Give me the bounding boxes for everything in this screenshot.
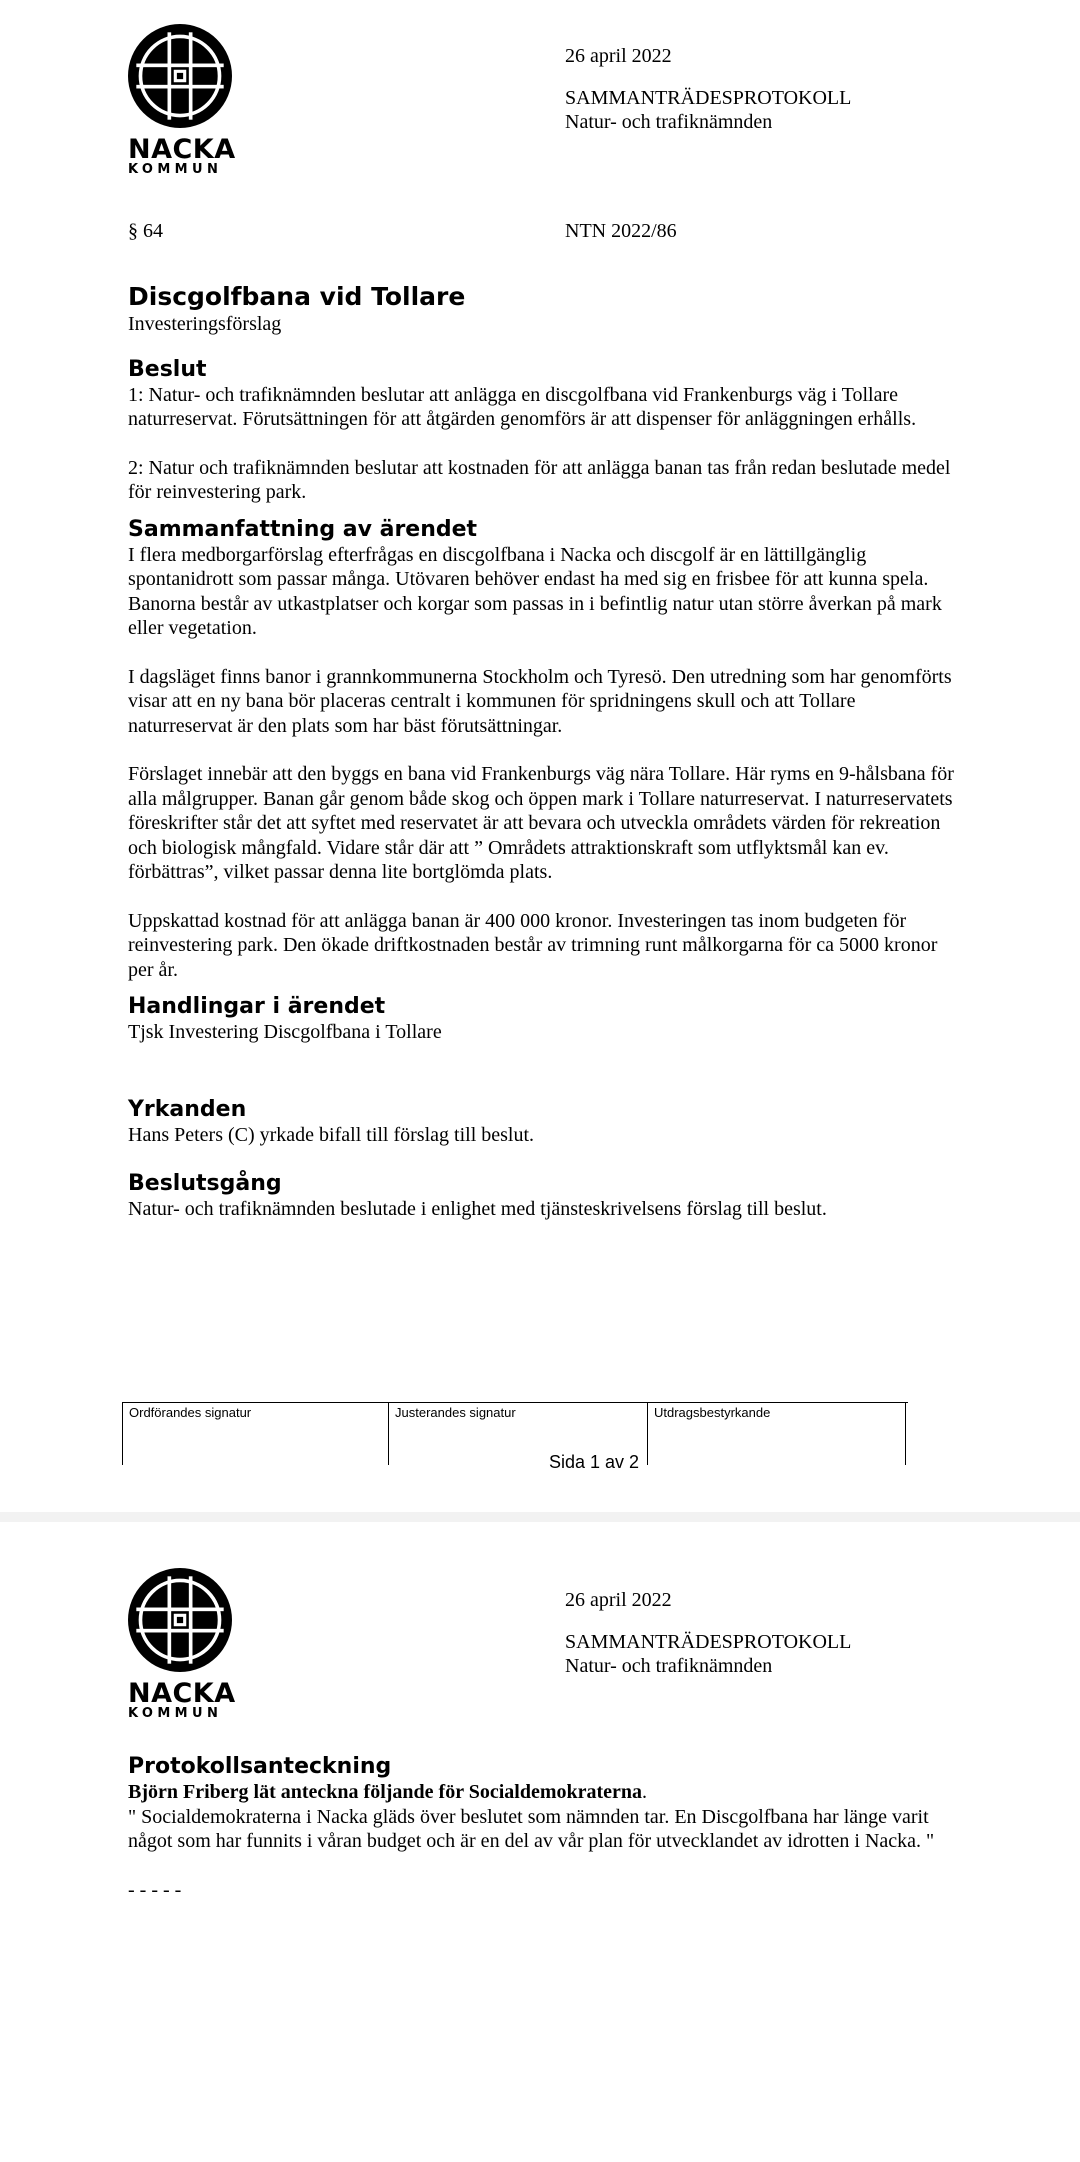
adjuster-signature-cell: Justerandes signatur xyxy=(388,1403,647,1465)
protocol-note-heading: Protokollsanteckning xyxy=(128,1754,392,1779)
logo-subtitle: KOMMUN xyxy=(128,1706,223,1721)
summary-paragraph: Förslaget innebär att den byggs en bana vid Frankenburgs väg nära Tollare. Här ryms en 9-hålsbana för alla målgrupper. Banan går genom både skog och öppen mark i Tollare naturreservat. I naturreservatets föreskrifter står det att syftet med reservatet är att bevara och utveckla områdets värden för rekreation och biologisk mångfald. Vidare står där att ” Områdets attraktionskraft som utflyktsmål kan ev. förbättras”, vilket passar denna lite bortglömda plats. xyxy=(128,763,954,883)
nacka-emblem-icon xyxy=(128,24,232,128)
document-header xyxy=(565,1588,851,1678)
note-author-line-end: . xyxy=(642,1781,648,1803)
yrkanden-heading: Yrkanden xyxy=(128,1096,247,1122)
summary-paragraph: I dagsläget finns banor i grannkommunerna Stockholm och Tyresö. Den utredning som har genomförts visar att en ny bana bör placeras centralt i kommunen för spridningens skull och att Tollare naturreservat är den plats som har bäst förutsättningar. xyxy=(128,665,952,737)
beslut-point-2: 2: Natur och trafiknämnden beslutar att kostnaden för att anlägga banan tas från redan beslutade medel för reinvestering park. xyxy=(128,456,951,503)
item-title: Discgolfbana vid Tollare xyxy=(128,282,466,311)
item-subtitle: Investeringsförslag xyxy=(128,313,282,335)
yrkanden-text: Hans Peters (C) yrkade bifall till förslag till beslut. xyxy=(128,1123,535,1146)
nacka-logo xyxy=(128,24,234,177)
summary-paragraph: I flera medborgarförslag efterfrågas en discgolfbana i Nacka och discgolf är en lättillgänglig spontanidrott som passar många. Utövaren behöver endast ha med sig en frisbee för att kunna spela. Banorna består av utkastplatser och korgar som passas in i befintlig natur utan större åverkan på mark eller vegetation. xyxy=(128,543,942,639)
page-number: Sida 1 av 2 xyxy=(549,1452,640,1472)
protocol-note xyxy=(128,1754,958,1902)
end-mark: - - - - - xyxy=(128,1878,182,1901)
committee-name: Natur- och trafiknämnden xyxy=(565,111,773,133)
protocol-body xyxy=(128,282,958,1222)
logo-wordmark: NACKA xyxy=(128,134,236,165)
document-type: SAMMANTRÄDESPROTOKOLL xyxy=(565,1631,852,1653)
note-author-line: Björn Friberg lät anteckna följande för Socialdemokraterna xyxy=(128,1781,643,1803)
document-header xyxy=(565,44,851,134)
note-quote: " Socialdemokraterna i Nacka gläds över beslutet som nämnden tar. En Discgolfbana har länge varit något som har funnits i våran budget och är en del av vår plan för utvecklandet av idrotten i Nacka. " xyxy=(128,1805,935,1852)
summary-paragraph: Uppskattad kostnad för att anlägga banan är 400 000 kronor. Investeringen tas inom budgeten för reinvestering park. Den ökade driftkostnaden består av trimning runt målkorgarna för ca 5000 kronor per år. xyxy=(128,909,938,981)
handlingar-text: Tjsk Investering Discgolfbana i Tollare xyxy=(128,1021,442,1043)
logo-wordmark: NACKA xyxy=(128,1678,236,1709)
beslutsgang-heading: Beslutsgång xyxy=(128,1171,282,1196)
logo-subtitle: KOMMUN xyxy=(128,162,223,177)
paragraph-line xyxy=(128,220,952,243)
protocol-page-2 xyxy=(0,1522,1080,2162)
page-separator xyxy=(0,1512,1080,1522)
beslut-heading: Beslut xyxy=(128,356,207,382)
beslut-point-1: 1: Natur- och trafiknämnden beslutar att anlägga en discgolfbana vid Frankenburgs väg i Tollare naturreservat. Förutsättningen för att åtgärden genomförs är att dispenser för anläggningen erhålls. xyxy=(128,383,917,430)
extract-certification-cell: Utdragsbestyrkande xyxy=(647,1403,906,1465)
paragraph-number: § 64 xyxy=(128,220,163,242)
meeting-date: 26 april 2022 xyxy=(565,45,672,67)
case-reference: NTN 2022/86 xyxy=(565,220,677,242)
handlingar-heading: Handlingar i ärendet xyxy=(128,994,386,1019)
nacka-logo xyxy=(128,1568,234,1721)
summary-heading: Sammanfattning av ärendet xyxy=(128,516,478,542)
chair-signature-cell: Ordförandes signatur xyxy=(122,1403,388,1465)
signature-table xyxy=(122,1402,908,1465)
meeting-date: 26 april 2022 xyxy=(565,1589,672,1611)
beslutsgang-text: Natur- och trafiknämnden beslutade i enlighet med tjänsteskrivelsens förslag till beslut. xyxy=(128,1198,827,1220)
nacka-emblem-icon xyxy=(128,1568,232,1672)
committee-name: Natur- och trafiknämnden xyxy=(565,1655,773,1677)
document-type: SAMMANTRÄDESPROTOKOLL xyxy=(565,87,852,109)
